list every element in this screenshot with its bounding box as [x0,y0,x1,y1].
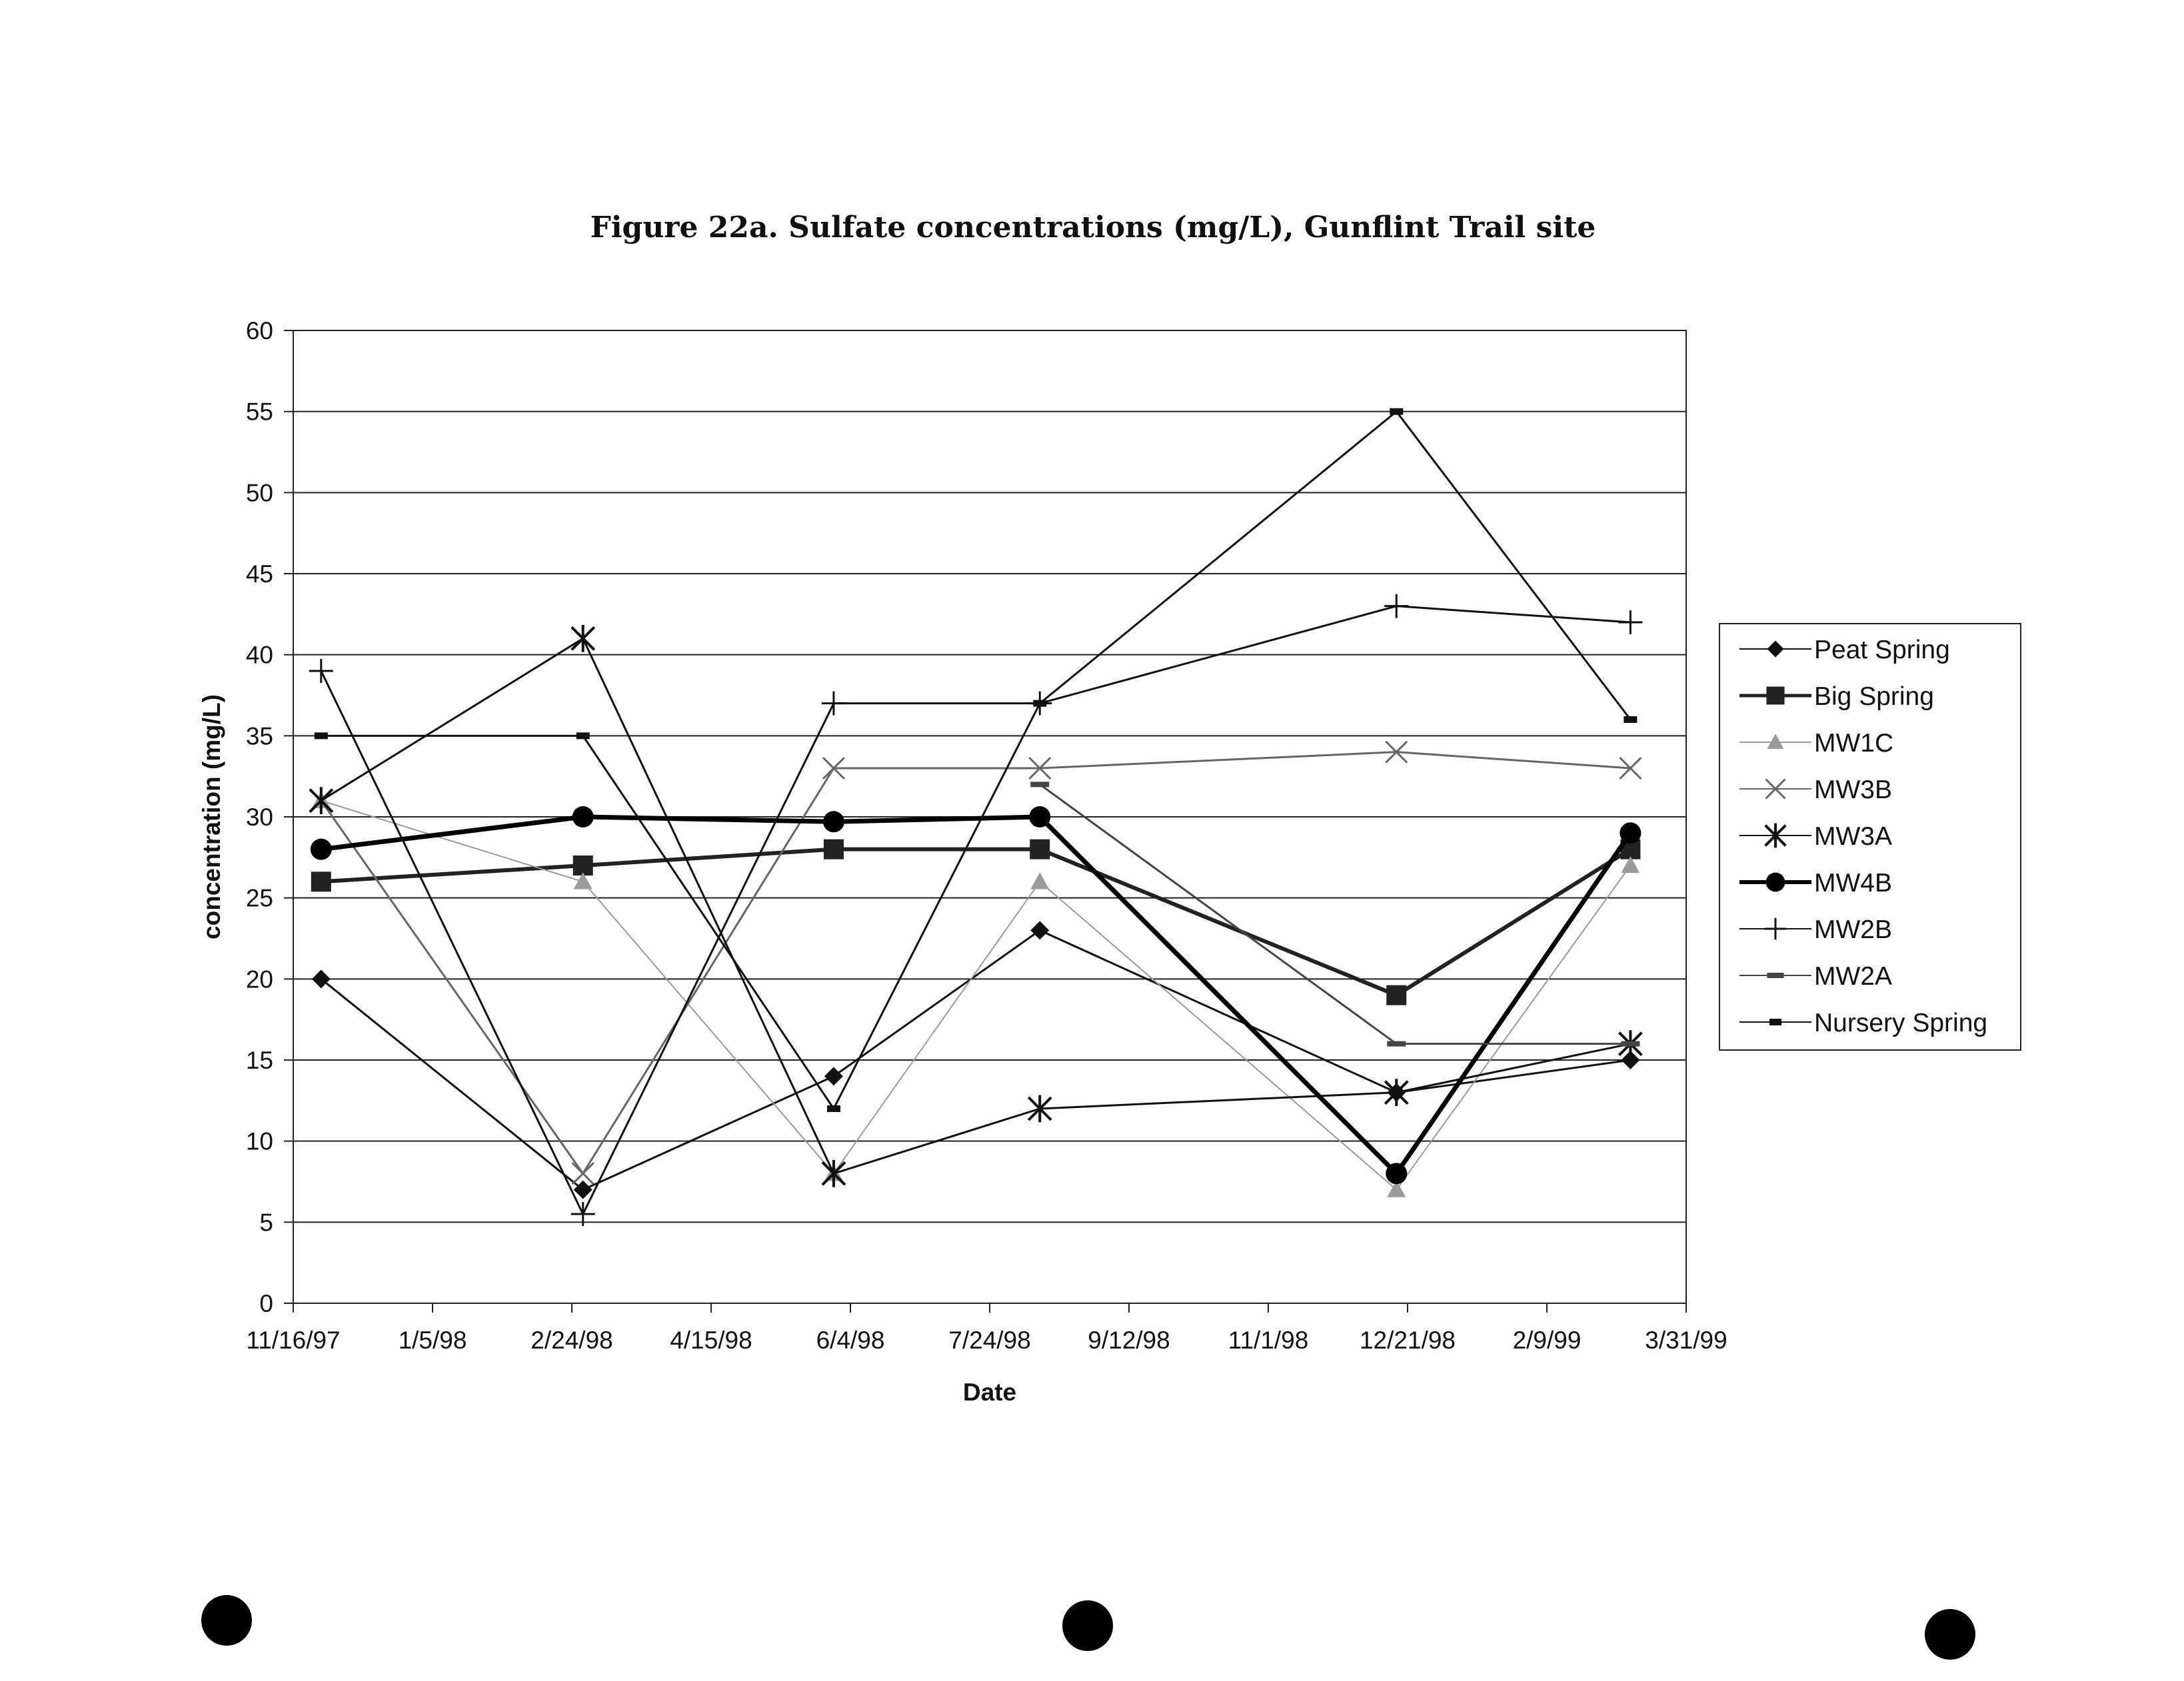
square-marker [1767,687,1785,705]
data-point-mw3a [822,1160,845,1187]
x-tick-label: 9/12/98 [1088,1327,1170,1354]
data-point-peat-spring [824,1067,843,1085]
square-marker [311,871,331,891]
bar-marker [1033,700,1046,707]
legend-label: MW4B [1814,869,1892,897]
data-point-mw4b [823,811,844,832]
data-point-nursery-spring [827,1105,840,1112]
data-point-mw2a [1387,1041,1406,1047]
x-tick-label: 1/5/98 [398,1327,467,1354]
triangle-marker [1030,872,1049,889]
marker-bar [1769,1019,1781,1025]
bar-marker [827,1105,840,1112]
square-marker [824,840,844,859]
y-tick-label: 35 [245,722,273,750]
y-tick-label: 50 [245,479,273,507]
x-tick-label: 12/21/98 [1359,1327,1456,1354]
y-axis [246,317,293,1317]
data-point-mw4b [311,839,332,860]
data-point-mw1c [1030,872,1049,889]
marker-circle [1766,873,1785,892]
y-tick-label: 40 [245,641,273,669]
data-point-mw2a [1030,782,1049,787]
data-point-mw2b [822,692,846,716]
data-point-mw2b [1618,610,1642,634]
data-point-mw4b [1386,1163,1407,1184]
series-line-mw1c [321,801,1631,1190]
y-tick-label: 55 [245,398,273,426]
legend-label: Nursery Spring [1814,1009,1988,1037]
circle-marker [1620,822,1641,843]
legend-label: Peat Spring [1814,636,1950,664]
diamond-marker [1030,921,1049,939]
series-mw1c [312,792,1640,1197]
circle-marker [1029,806,1050,828]
y-tick-label: 5 [259,1209,273,1237]
legend-label: MW2A [1814,962,1892,991]
marker-square [1767,687,1785,705]
circle-marker [311,839,332,860]
data-point-big-spring [1030,840,1050,859]
bar-marker [315,732,328,739]
data-point-mw4b [1029,806,1050,828]
series-line-mw3a [321,638,1631,1173]
data-point-mw3a [572,625,594,652]
legend-label: MW1C [1814,729,1894,758]
x-axis [246,1303,1727,1354]
legend-label: Big Spring [1814,682,1934,711]
marker-dash [1767,973,1783,978]
series-big-spring [311,840,1641,1005]
data-point-nursery-spring [1624,716,1637,723]
y-tick-label: 60 [245,317,273,344]
y-tick-label: 15 [245,1047,273,1074]
x-tick-label: 7/24/98 [948,1327,1031,1354]
data-point-mw4b [572,806,594,828]
y-tick-label: 10 [245,1127,273,1155]
bar-marker [1390,408,1403,415]
data-point-mw2b [1384,594,1408,618]
y-tick-label: 20 [245,965,273,993]
bar-marker [1624,716,1637,723]
data-point-nursery-spring [576,732,590,739]
series-line-mw3b [321,752,1631,1174]
y-axis-label: concentration (mg/L) [198,694,225,939]
data-point-nursery-spring [315,732,328,739]
circle-marker [1386,1163,1407,1184]
dash-marker [1621,1041,1639,1047]
data-point-big-spring [1386,985,1406,1005]
x-axis-label: Date [962,1379,1017,1406]
data-point-mw2a [1621,1041,1639,1047]
data-point-mw4b [1620,822,1641,843]
x-tick-label: 2/9/99 [1512,1327,1582,1354]
diamond-marker [824,1067,843,1085]
series-line-mw2a [1040,784,1630,1043]
series-mw3b [311,742,1641,1185]
y-tick-label: 25 [245,884,273,912]
binder-hole-right [1925,1609,1975,1660]
circle-marker [572,806,594,828]
data-point-nursery-spring [1033,700,1046,707]
data-point-big-spring [311,871,331,891]
y-tick-label: 0 [259,1290,273,1317]
bar-marker [1769,1019,1781,1025]
data-point-nursery-spring [1390,408,1403,415]
data-point-mw3a [310,787,333,814]
binder-hole-center [1062,1600,1113,1651]
series-line-nursery-spring [321,412,1631,1109]
data-point-big-spring [824,840,844,859]
series-mw2a [1030,782,1639,1046]
dash-marker [1030,782,1049,787]
bar-marker [576,732,590,739]
chart-title: Figure 22a. Sulfate concentrations (mg/L), Gunflint Trail site [590,211,1596,245]
x-tick-label: 4/15/98 [670,1327,752,1354]
legend-label: MW3B [1814,776,1892,804]
y-tick-label: 45 [245,560,273,588]
legend-label: MW2B [1814,915,1892,944]
grid [293,330,1686,1222]
series-mw3a [310,625,1642,1187]
x-tick-label: 3/31/99 [1645,1327,1727,1354]
x-tick-label: 6/4/98 [816,1327,885,1354]
dash-marker [1387,1041,1406,1047]
x-tick-label: 11/16/97 [246,1327,341,1354]
binder-hole-left [201,1595,252,1646]
circle-marker [1766,873,1785,892]
x-tick-label: 2/24/98 [531,1327,613,1354]
square-marker [1030,840,1050,859]
y-tick-label: 30 [245,804,273,831]
legend-label: MW3A [1814,822,1892,851]
x-tick-label: 11/1/98 [1228,1327,1309,1354]
data-point-peat-spring [1030,921,1049,939]
data-point-mw2b [309,659,333,683]
circle-marker [823,811,844,832]
square-marker [1386,985,1406,1005]
series-nursery-spring [315,408,1638,1112]
legend [1719,624,2021,1050]
dash-marker [1767,973,1783,978]
